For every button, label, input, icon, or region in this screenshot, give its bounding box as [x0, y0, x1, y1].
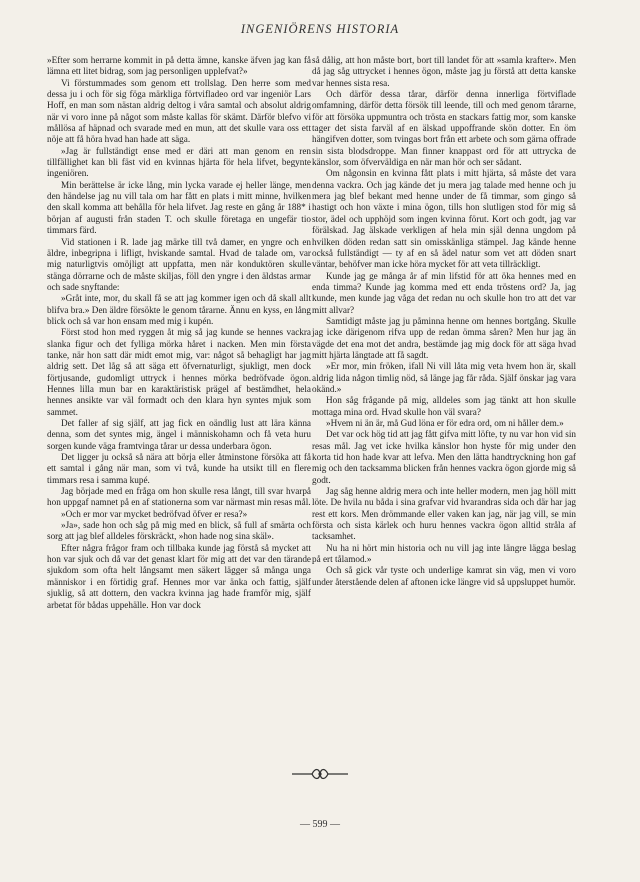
paragraph: »Er mor, min fröken, ifall Ni vill låta mig veta hvem hon är, skall aldrig lida någon timlig nöd, så länge jag får råda. Själf önskar jag vara okänd.» — [312, 361, 576, 394]
ornament-icon — [290, 767, 350, 781]
paragraph: Och därför dessa tårar, därför denna innerliga förtviflade omfamning, därför detta försök till leende, till och med genom tårarne, för att försöka uppmuntra och trösta en stackars fattig mor, som kanske tager det sista farväl af en älskad uppoffrande skön dotter. En öm hängifven dotter, som tvingas bort från ett arbete och som gärna offrade sin sista blodsdroppe. Man finner knappast ord för att uttrycka de känslor, som öfverväldiga en när man hör och ser sådant. — [312, 89, 576, 168]
paragraph: så dålig, att hon måste bort, bort till landet för att »samla krafter». Men då jag såg uttrycket i hennes ögon, måste jag ju förstå att detta kanske var hennes sista resa. — [312, 55, 576, 88]
paragraph: Först stod hon med ryggen åt mig så jag kunde se hennes vackra slanka figur och det fylliga mörka håret i nacken. Men min första tanke, när hon satt där midt emot mig, var: något så behagligt har jag aldrig sett. Det låg så att säga ett öfvernaturligt, sjukligt, men dock förtjusande, gudomligt uttryck i hennes mörka bedröfvade ögon. Hennes lilla mun bar en karaktäristisk prägel af bestämdhet, hela hennes ansikte var väl formadt och den klara hyn syntes mjuk som sammet. — [47, 327, 311, 417]
page-number: — 599 — — [300, 819, 340, 830]
paragraph: Det faller af sig själf, att jag fick en oändlig lust att lära känna denna, som det syntes mig, ängel i människohamn och få veta huru sorgen kunde väga framtvinga tårar ur dessa underbara ögon. — [47, 418, 311, 451]
paragraph: Min berättelse är icke lång, min lycka varade ej heller länge, men den händelse jag nu vill tala om har fått en plats i mitt minne, hvilken den skall komma att behålla för hela lifvet. Jag reste en gång år 188* i början af augusti från staden T. och skulle företaga en ungefär tio timmars färd. — [47, 179, 311, 236]
paragraph: Kunde jag ge många år af min lifstid för att öka hennes med en enda timma? Kunde jag komma med ett enda tröstens ord? Ja, jag kunde, men kunde jag våga det redan nu och skulle hon tro att det var mitt allvar? — [312, 270, 576, 315]
paragraph: Efter några frågor fram och tillbaka kunde jag förstå så mycket att hon var sjuk och då var det genast klart för mig att det var den tärande sjukdom som ofta helt långsamt men säkert lägger så många unga människor i en förtidig graf. Hennes mor var änka och fattig, själf sjuklig, så att dottern, den vackra kvinna jag hade framför mig, själf arbetat för bådas uppehälle. Hon var dock — [47, 542, 311, 610]
running-header: INGENIÖRENS HISTORIA — [240, 22, 400, 36]
right-column — [312, 55, 576, 588]
paragraph: Och så gick vår tyste och underlige kamrat sin väg, men vi voro under återstående delen af aftonen icke längre vid så uppsluppet humör. — [312, 565, 576, 587]
paragraph: »Efter som herrarne kommit in på detta ämne, kanske äfven jag kan få lämna ett litet bidrag, som jag personligen upplefvat?» — [47, 55, 311, 77]
paragraph: »Ja», sade hon och såg på mig med en blick, så full af smärta och sorg att jag blef alldeles förskräckt, »hon hade nog sina skäl». — [47, 520, 311, 542]
paragraph: Vid stationen i R. lade jag märke till två damer, en yngre och en äldre, inbegripna i lifligt, hviskande samtal. Hvad de talade om, var mig naturligtvis omöjligt att uppfatta, men när konduktören skulle stänga dörrarne och de måste skiljas, föll den yngre i den äldstas armar och sade snyftande: — [47, 236, 311, 292]
paragraph: Samtidigt måste jag ju påminna henne om hennes bortgång. Skulle jag icke därigenom rifva upp de redan ömma såren? Men hur jag än vägde det ena mot det andra, bestämde jag mig dock för att säga hvad mitt hjärta längtade att få sagdt. — [312, 315, 576, 360]
paragraph: Jag såg henne aldrig mera och inte heller modern, men jag höll mitt löte. De hvila nu båda i sina grafvar vid hvarandras sida och där har jag rest ett kors. Men drömmande eller vaken kan jag, när jag vill, se min första och sista kärlek och huru hennes vackra ögon alltid stråla af tacksamhet. — [312, 486, 576, 542]
paragraph: »Jag är fullständigt ense med er däri att man genom en ren tillfällighet kan bli fäst vid en kvinnas hjärta för hela lifvet, begynte ingeniören. — [47, 145, 311, 179]
paragraph: Jag började med en fråga om hon skulle resa långt, till svar hvarpå hon uppgaf namnet på en af stationerna som var närmast min resas mål. — [47, 486, 311, 508]
paragraph: Vi förstummades som genom ett trollslag. Den herre som med dessa ju i och för sig föga märkliga förtvifladeo ord var ingeniör Lars Hoff, en man som nästan aldrig deltog i våra samtal och absolut aldrig när vi voro inne på något som måste kallas för skämt. Därför blefvo vi mållösa af häpnad och svarade med en mun, att det skulle vara oss ett nöje att få höra hvad han hade att säga. — [47, 77, 311, 145]
paragraph: Det var ock hög tid att jag fått gifva mitt löfte, ty nu var hon vid sin resas mål. Jag vet icke hvilka känslor hon hyste för mig under den korta tid hon hade kvar att lefva. Men den lätta handtryckning hon gaf mig och den tacksamma blicken från hennes vackra ögon gjorde mig så godt. — [312, 429, 576, 485]
paragraph: »Gråt inte, mor, du skall få se att jag kommer igen och då skall allt blifva bra.» Den äldre försökte le genom tårarne. Ännu en kyss, en lång blick och så var hon ensam med mig i kupén. — [47, 293, 311, 326]
paragraph: Nu ha ni hört min historia och nu vill jag inte längre lägga beslag på ert tålamod.» — [312, 542, 576, 565]
paragraph: »Hvem ni än är, må Gud löna er för edra ord, om ni håller dem.» — [326, 418, 564, 428]
paragraph: Det ligger ju också så nära att börja eller åtminstone försöka att få ett samtal i gång när man, som vi två, kunde ha utsikt till en flere timmars resa i samma kupé. — [47, 452, 311, 485]
left-column — [47, 55, 311, 611]
paragraph: »Och er mor var mycket bedröfvad öfver er resa?» — [61, 508, 248, 519]
paragraph: Hon såg frågande på mig, alldeles som jag tänkt att hon skulle mottaga mina ord. Hvad skulle hon väl svara? — [312, 395, 576, 417]
paragraph: Om någonsin en kvinna fått plats i mitt hjärta, så måste det vara denna vackra. Och jag kände det ju mera jag talade med henne och ju mera jag blef bekant med henne under de få timmar, som gingo så hastigt och hon växte i mina ögon, tills hon slutligen stod för mig så stor, ädel och upphöjd som ingen kvinna förut. Kort och godt, jag var förälskad. Jag älskade verkligen af hela min själ denna ungdom på hvilken döden redan satt sin omisskänliga stämpel. Jag kände henne också fullständigt — ty af en så ädel natur som vet att döden snart väntar, behöfver man icke höra mycket för att veta tillräckligt. — [312, 168, 576, 270]
